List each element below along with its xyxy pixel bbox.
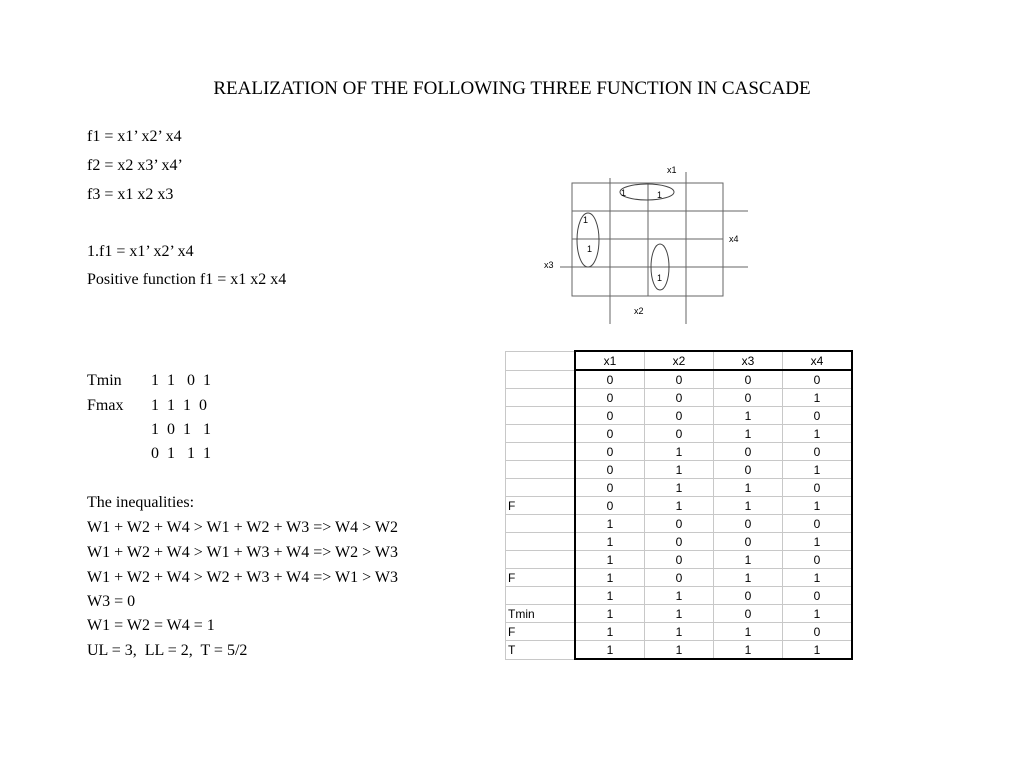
table-cell: 0: [645, 389, 714, 407]
row-label: [506, 407, 576, 425]
table-cell: 1: [575, 533, 645, 551]
positive-function: Positive function f1 = x1 x2 x4: [87, 271, 287, 288]
table-row: [506, 389, 853, 407]
table-cell: 1: [645, 443, 714, 461]
table-cell: 1: [714, 497, 783, 515]
kmap-one: 1: [587, 244, 593, 254]
table-cell: 1: [645, 605, 714, 623]
row-label: [506, 425, 576, 443]
table-cell: 1: [714, 623, 783, 641]
table-cell: 1: [645, 461, 714, 479]
table-cell: 0: [575, 461, 645, 479]
table-row: [506, 551, 853, 569]
row-label: Tmin: [506, 605, 576, 623]
threshold-values: UL = 3, LL = 2, T = 5/2: [87, 642, 248, 659]
row-label: T: [506, 641, 576, 660]
inequality-line: W1 + W2 + W4 > W1 + W2 + W3 => W4 > W2: [87, 519, 398, 536]
step-heading: 1.f1 = x1’ x2’ x4: [87, 243, 194, 260]
table-cell: 1: [645, 641, 714, 660]
table-cell: 1: [575, 641, 645, 660]
table-cell: 1: [645, 623, 714, 641]
table-cell: 0: [645, 407, 714, 425]
table-cell: 0: [714, 443, 783, 461]
table-cell: 0: [575, 479, 645, 497]
table-cell: 1: [575, 605, 645, 623]
row-label: [506, 370, 576, 389]
inequality-line: W1 + W2 + W4 > W1 + W3 + W4 => W2 > W3: [87, 544, 398, 561]
table-header-row: [506, 351, 853, 370]
row-label: F: [506, 623, 576, 641]
table-cell: 1: [714, 641, 783, 660]
table-row: [506, 569, 853, 587]
function-f2: f2 = x2 x3’ x4’: [87, 157, 183, 174]
function-f1: f1 = x1’ x2’ x4: [87, 128, 182, 145]
kmap-one: 1: [583, 215, 589, 225]
table-cell: 1: [575, 515, 645, 533]
table-cell: 0: [575, 389, 645, 407]
truth-table: [505, 350, 853, 660]
row-label: F: [506, 569, 576, 587]
table-cell: 0: [783, 551, 853, 569]
table-cell: 1: [714, 551, 783, 569]
column-header: x2: [645, 351, 714, 370]
table-cell: 0: [714, 533, 783, 551]
table-cell: 0: [714, 515, 783, 533]
table-cell: 0: [714, 587, 783, 605]
kmap-one: 1: [657, 273, 663, 283]
table-cell: 0: [783, 515, 853, 533]
table-row: [506, 533, 853, 551]
table-cell: 1: [714, 425, 783, 443]
fmax-row: 0 1 1 1: [151, 445, 211, 462]
table-row: [506, 461, 853, 479]
row-label: [506, 587, 576, 605]
tmin-value: 1 1 0 1: [151, 372, 211, 389]
table-cell: 0: [645, 533, 714, 551]
table-cell: 0: [645, 515, 714, 533]
table-row: [506, 641, 853, 660]
table-row: [506, 443, 853, 461]
table-cell: 0: [783, 443, 853, 461]
kmap-x2-label: x2: [634, 306, 644, 316]
table-cell: 1: [783, 425, 853, 443]
table-row: [506, 407, 853, 425]
table-cell: 0: [714, 605, 783, 623]
function-f3: f3 = x1 x2 x3: [87, 186, 174, 203]
row-label: [506, 515, 576, 533]
weights-equal: W1 = W2 = W4 = 1: [87, 617, 215, 634]
table-cell: 0: [783, 587, 853, 605]
table-row: [506, 479, 853, 497]
table-cell: 1: [714, 479, 783, 497]
row-label: [506, 533, 576, 551]
table-cell: 1: [575, 587, 645, 605]
table-row: [506, 515, 853, 533]
table-cell: 1: [575, 569, 645, 587]
table-cell: 0: [575, 370, 645, 389]
label-column-header: [506, 351, 576, 370]
table-cell: 1: [714, 407, 783, 425]
table-cell: 0: [575, 443, 645, 461]
table-row: [506, 623, 853, 641]
table-cell: 1: [714, 569, 783, 587]
kmap-one: 1: [657, 190, 663, 200]
table-cell: 0: [783, 407, 853, 425]
row-label: [506, 551, 576, 569]
table-cell: 0: [645, 425, 714, 443]
table-cell: 0: [783, 370, 853, 389]
table-cell: 1: [783, 605, 853, 623]
column-header: x3: [714, 351, 783, 370]
column-header: x4: [783, 351, 853, 370]
karnaugh-map: [535, 160, 765, 330]
row-label: F: [506, 497, 576, 515]
row-label: [506, 443, 576, 461]
row-label: [506, 461, 576, 479]
table-cell: 0: [645, 370, 714, 389]
table-row: [506, 370, 853, 389]
row-label: [506, 389, 576, 407]
table-cell: 1: [783, 389, 853, 407]
table-cell: 0: [783, 479, 853, 497]
table-cell: 1: [575, 623, 645, 641]
page-title: REALIZATION OF THE FOLLOWING THREE FUNCTION IN CASCADE: [213, 78, 811, 99]
table-cell: 1: [645, 497, 714, 515]
table-cell: 0: [783, 623, 853, 641]
tmin-label: Tmin: [87, 372, 122, 389]
fmax-label: Fmax: [87, 397, 124, 414]
inequality-line: W1 + W2 + W4 > W2 + W3 + W4 => W1 > W3: [87, 569, 398, 586]
table-row: [506, 425, 853, 443]
table-cell: 0: [575, 407, 645, 425]
table-cell: 0: [575, 497, 645, 515]
table-cell: 1: [783, 641, 853, 660]
kmap-x1-label: x1: [667, 165, 677, 175]
table-row: [506, 605, 853, 623]
table-cell: 0: [575, 425, 645, 443]
table-row: [506, 587, 853, 605]
table-cell: 0: [645, 569, 714, 587]
inequalities-heading: The inequalities:: [87, 494, 195, 511]
table-cell: 1: [783, 497, 853, 515]
kmap-one: 1: [621, 188, 627, 198]
fmax-row: 1 0 1 1: [151, 421, 211, 438]
column-header: x1: [575, 351, 645, 370]
kmap-x3-label: x3: [544, 260, 554, 270]
table-cell: 1: [645, 587, 714, 605]
table-cell: 1: [783, 533, 853, 551]
table-cell: 0: [714, 389, 783, 407]
table-cell: 1: [645, 479, 714, 497]
table-cell: 1: [783, 569, 853, 587]
table-cell: 0: [714, 461, 783, 479]
weight-w3: W3 = 0: [87, 593, 136, 610]
table-cell: 1: [783, 461, 853, 479]
fmax-row: 1 1 1 0: [151, 397, 207, 414]
table-cell: 0: [645, 551, 714, 569]
kmap-x4-label: x4: [729, 234, 739, 244]
table-row: [506, 497, 853, 515]
row-label: [506, 479, 576, 497]
table-cell: 0: [714, 370, 783, 389]
table-cell: 1: [575, 551, 645, 569]
